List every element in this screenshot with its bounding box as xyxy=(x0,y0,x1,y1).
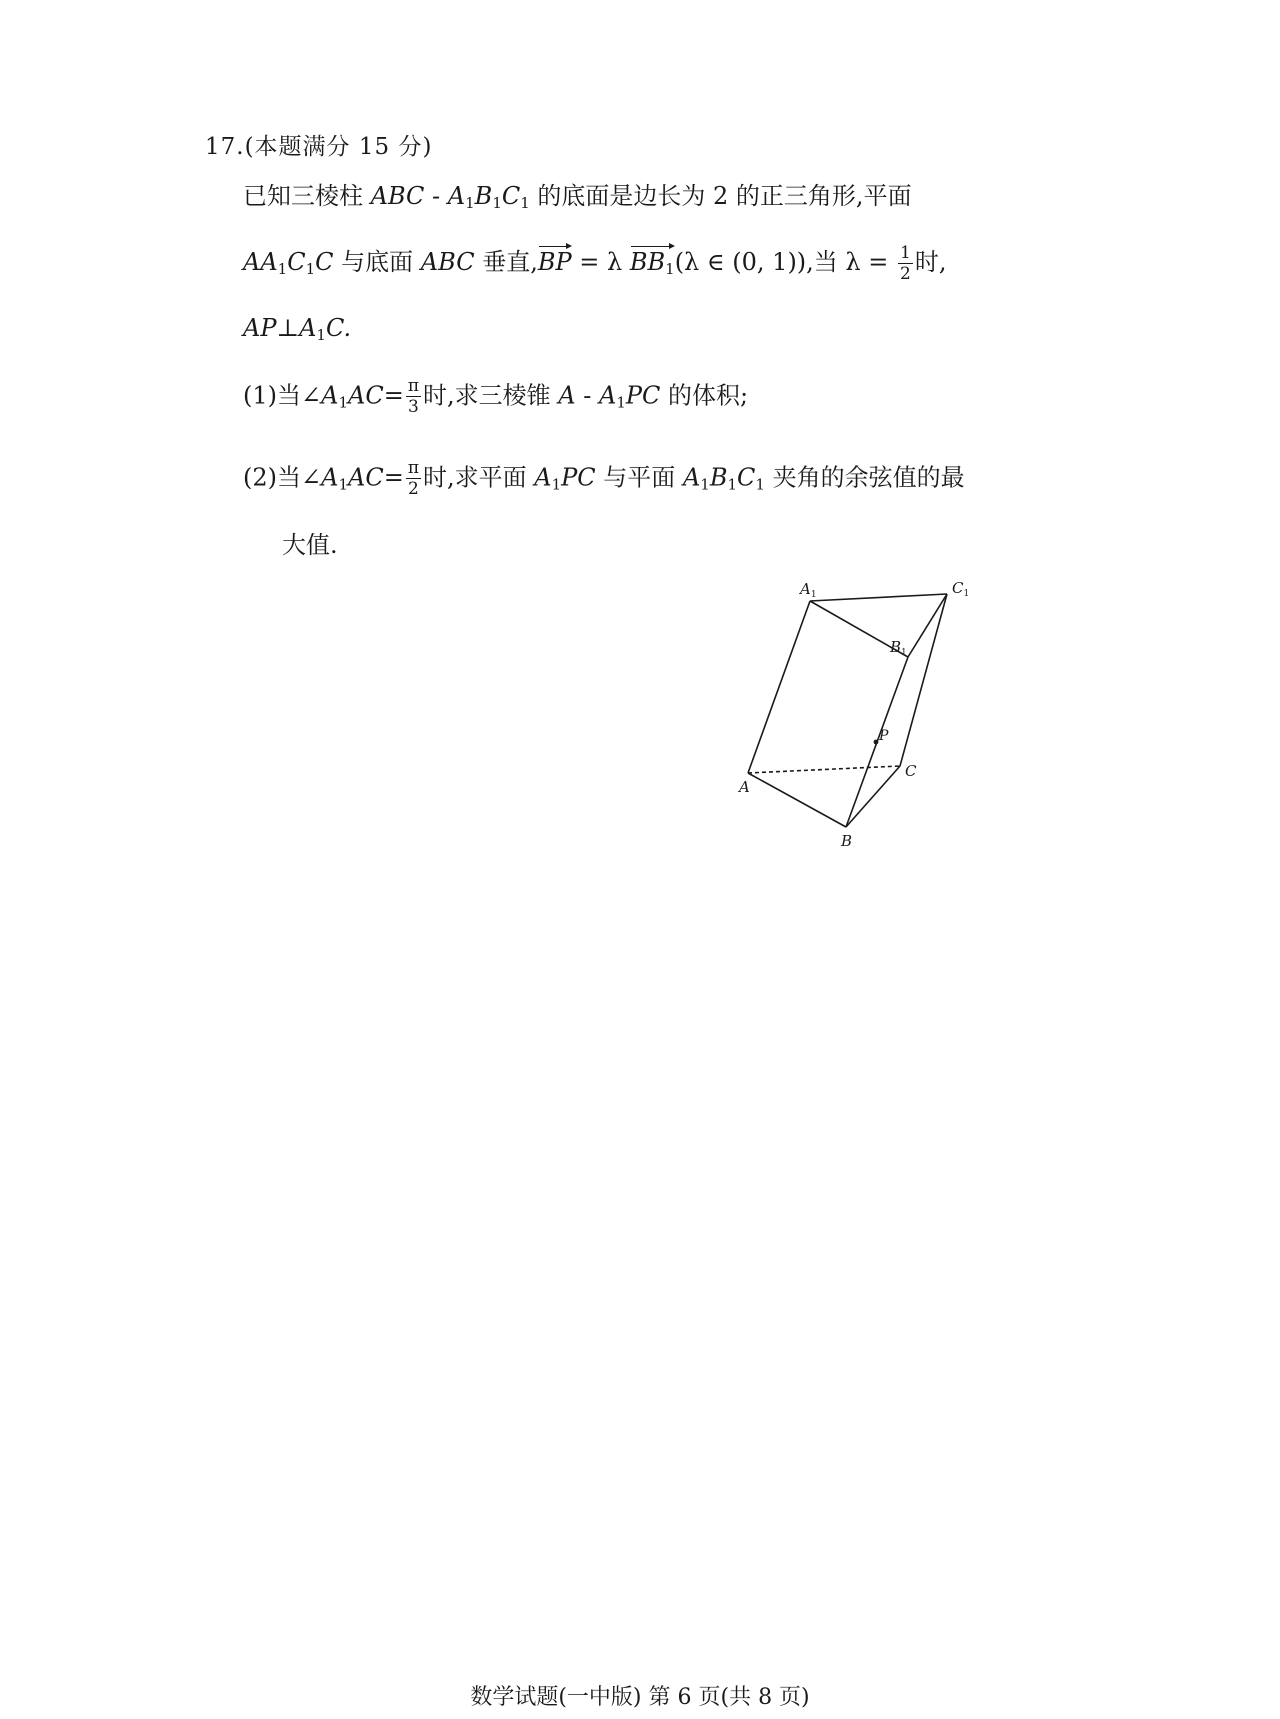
subscript: 1 xyxy=(616,393,626,412)
prism-vertex-c1: C xyxy=(501,182,521,210)
subscript: 1 xyxy=(492,194,502,212)
subscript: 1 xyxy=(277,260,288,278)
plane-name: C xyxy=(737,463,756,492)
label-b: B xyxy=(841,832,853,850)
fraction-numerator: 1 xyxy=(900,242,911,263)
plane-name: AA xyxy=(243,248,278,276)
angle-symbol: ∠ xyxy=(301,381,322,410)
fraction-one-half xyxy=(898,242,913,284)
pyramid-dash: - xyxy=(575,381,599,410)
question-text: 的体积; xyxy=(660,381,749,410)
page-footer: 数学试题(一中版) 第 6 页(共 8 页) xyxy=(470,1685,810,1710)
fraction-denominator: 2 xyxy=(407,479,419,499)
angle-vertex: AC xyxy=(348,381,384,410)
angle-vertex: A xyxy=(321,463,339,492)
stem-text: 时, xyxy=(914,248,947,276)
fraction-numerator: π xyxy=(407,458,419,478)
question-text: 时,求平面 xyxy=(423,463,535,492)
angle-symbol: ∠ xyxy=(301,463,322,492)
stem-text: 与底面 xyxy=(341,248,421,276)
plane-name: PC xyxy=(561,463,596,492)
point-p-marker xyxy=(874,740,879,745)
question-text: 夹角的余弦值的最 xyxy=(764,463,965,492)
stem-text: 垂直, xyxy=(474,248,538,276)
fraction-numerator: π xyxy=(407,376,419,396)
question-label: (1)当 xyxy=(243,381,301,410)
pyramid-name: A xyxy=(598,381,617,410)
problem-stem-line-1 xyxy=(243,182,1003,212)
edge-cc1 xyxy=(900,594,947,766)
subscript: 1 xyxy=(305,260,316,278)
question-text: 时,求三棱锥 xyxy=(423,381,559,410)
problem-stem-line-2 xyxy=(243,243,1003,283)
prism-name: ABC - A xyxy=(370,182,466,210)
edge-a1c1 xyxy=(810,594,947,601)
vector-text: BB xyxy=(629,248,666,276)
question-label: (2)当 xyxy=(243,463,301,492)
equals: = xyxy=(383,381,404,410)
fraction-denominator: 3 xyxy=(407,397,419,417)
label-a: A xyxy=(739,778,750,796)
subscript: 1 xyxy=(727,475,738,494)
plane-name: B xyxy=(709,463,728,492)
label-c1: $C_1$ xyxy=(952,580,970,599)
label-c: C xyxy=(905,762,917,780)
plane-name: A xyxy=(534,463,552,492)
equals: = xyxy=(383,463,404,492)
edge-bc xyxy=(846,766,900,827)
pyramid-name: PC xyxy=(625,381,661,410)
subscript: 1 xyxy=(665,260,675,278)
prism-figure xyxy=(730,580,1000,850)
subscript: 1 xyxy=(338,393,348,412)
edge-ac-hidden xyxy=(748,766,900,773)
question-1 xyxy=(243,378,1003,416)
angle-vertex: A xyxy=(321,381,339,410)
label-b1: $B_1$ xyxy=(890,638,907,658)
fraction-denominator: 2 xyxy=(900,263,911,284)
pyramid-name: A xyxy=(558,381,576,410)
segment-a1c: C. xyxy=(325,314,352,342)
problem-heading: 17.(本题满分 15 分) xyxy=(205,134,433,160)
plane-name: C xyxy=(287,248,306,276)
fraction-pi-over-2 xyxy=(406,460,421,498)
angle-vertex: AC xyxy=(348,463,384,492)
edge-ab xyxy=(748,773,846,827)
subscript: 1 xyxy=(520,194,530,212)
subscript: 1 xyxy=(316,326,326,344)
label-p: P xyxy=(879,728,889,744)
segment-ap: AP xyxy=(243,314,277,342)
subscript: 1 xyxy=(755,475,765,494)
stem-text: 的底面是边长为 2 的正三角形,平面 xyxy=(529,182,912,210)
problem-stem-line-3 xyxy=(243,314,1003,344)
lambda-range: (λ ∈ (0, 1)),当 λ = xyxy=(674,248,897,276)
subscript: 1 xyxy=(465,194,475,212)
fraction-pi-over-3 xyxy=(406,378,421,416)
question-2-line-2: 大值. xyxy=(282,531,338,559)
label-a1: $A_1$ xyxy=(800,580,817,600)
vector-bb1 xyxy=(630,243,675,278)
edge-aa1 xyxy=(748,601,810,773)
prism-edges xyxy=(748,594,947,827)
segment-a1c: A xyxy=(299,314,317,342)
base-name: ABC xyxy=(420,248,475,276)
plane-name: A xyxy=(682,463,701,492)
question-2 xyxy=(243,460,1003,498)
subscript: 1 xyxy=(338,475,348,494)
subscript: 1 xyxy=(700,475,710,494)
prism-vertex-b1: B xyxy=(474,182,493,210)
vector-bp: BP xyxy=(538,243,572,277)
edge-b1c1 xyxy=(908,594,947,657)
equals-lambda: = λ xyxy=(571,248,630,276)
stem-text: 已知三棱柱 xyxy=(243,182,371,210)
plane-name: C xyxy=(315,248,334,276)
question-text: 与平面 xyxy=(595,463,683,492)
subscript: 1 xyxy=(551,475,562,494)
perpendicular-symbol: ⊥ xyxy=(276,314,300,342)
